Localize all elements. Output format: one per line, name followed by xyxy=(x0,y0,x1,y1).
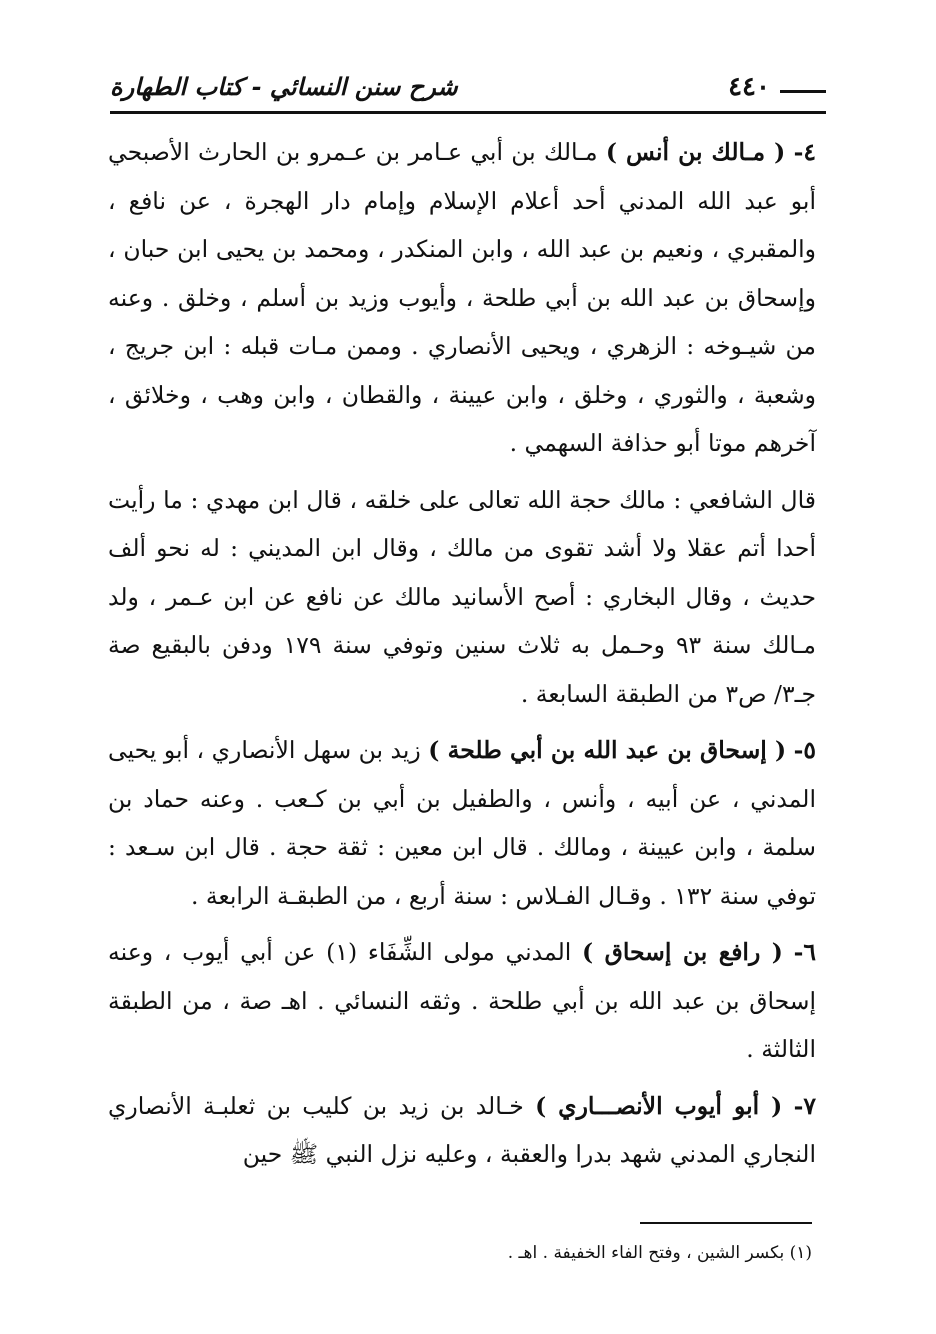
paragraph-entry-6 xyxy=(108,928,816,1074)
page-header xyxy=(110,66,826,114)
footnote: (١) بكسر الشين ، وفتح الفاء الخفيفة . اهـ . xyxy=(507,1243,812,1263)
entry-text: قال الشافعي : مالك حجة الله تعالى على خلقه ، قال ابن مهدي : ما رأيت أحدا أتم عقلا ولا أشد تقوى من مالك ، وقال ابن المديني : له نحو ألف حديث ، وقال البخاري : أصح الأسانيد مالك عن نافع عن ابن عـمر ، ولد مـالك سنة ٩٣ وحـمل به ثلاث سنين وتوفي سنة ١٧٩ ودفن بالبقيع صة جـ٣/ ص٣ من الطبقة السابعة . xyxy=(108,485,816,708)
page-number-dash xyxy=(780,90,826,93)
entry-text: المدني مولى الشِّفَاء (١) عن أبي أيوب ، وعنه إسحاق بن عبد الله بن أبي طلحة . وثقه النسائي . اهـ صة ، من الطبقة الثالثة . xyxy=(108,938,816,1063)
entry-text: مـالك بن أبي عـامر بن عـمرو بن الحارث الأصبحي أبو عبد الله المدني أحد أعلام الإسلام وإمام دار الهجرة ، عن نافع ، والمقبري ، ونعيم بن عبد الله ، وابن المنكدر ، ومحمد بن يحيى ابن حبان ، وإسحاق بن عبد الله بن أبي طلحة ، وأيوب وزيد بن أسلم ، وخلق . وعنه من شيـوخه : الزهري ، ويحيى الأنصاري . وممن مـات قبله : ابن جريج ، وشعبة ، والثوري ، وخلق ، وابن عيينة ، والقطان ، وابن وهب ، وخلائق ، آخرهم موتا أبو حذافة السهمي . xyxy=(108,138,816,457)
entry-number: ٥- xyxy=(793,736,816,764)
paragraph-entry-4 xyxy=(108,128,816,468)
page-number: ٤٤٠ xyxy=(728,72,770,102)
entry-number: ٦- xyxy=(793,938,816,966)
header-rule xyxy=(110,111,826,114)
footnote-rule xyxy=(640,1222,812,1224)
narrator-name: ( مـالك بن أنس ) xyxy=(605,138,786,166)
paragraph-entry-7 xyxy=(108,1082,816,1179)
entry-number: ٤- xyxy=(793,138,816,166)
entry-text: زيد بن سهل الأنصاري ، أبو يحيى المدني ، عن أبيه ، وأنس ، والطفيل بن أبي بن كـعب . وعنه حماد بن سلمة ، وابن عيينة ، ومالك . قال ابن معين : ثقة حجة . قال ابن سـعد : توفي سنة ١٣٢ . وقـال الفـلاس : سنة أربع ، من الطبقـة الرابعة . xyxy=(108,736,816,910)
entry-text: خـالد بن زيد بن كليب بن ثعلبـة الأنصاري النجاري المدني شهد بدرا والعقبة ، وعليه نزل النبي ﷺ حين xyxy=(108,1091,816,1168)
page-body xyxy=(108,128,816,1187)
narrator-name: ( إسحاق بن عبد الله بن أبي طلحة ) xyxy=(428,736,787,764)
narrator-name: ( أبو أيوب الأنصـــاري ) xyxy=(535,1091,783,1120)
paragraph-commentary xyxy=(108,476,816,719)
entry-number: ٧- xyxy=(793,1091,816,1120)
running-title: شرح سنن النسائي - كتاب الطهارة xyxy=(110,72,458,101)
paragraph-entry-5 xyxy=(108,726,816,920)
narrator-name: ( رافع بن إسحاق ) xyxy=(582,938,783,966)
